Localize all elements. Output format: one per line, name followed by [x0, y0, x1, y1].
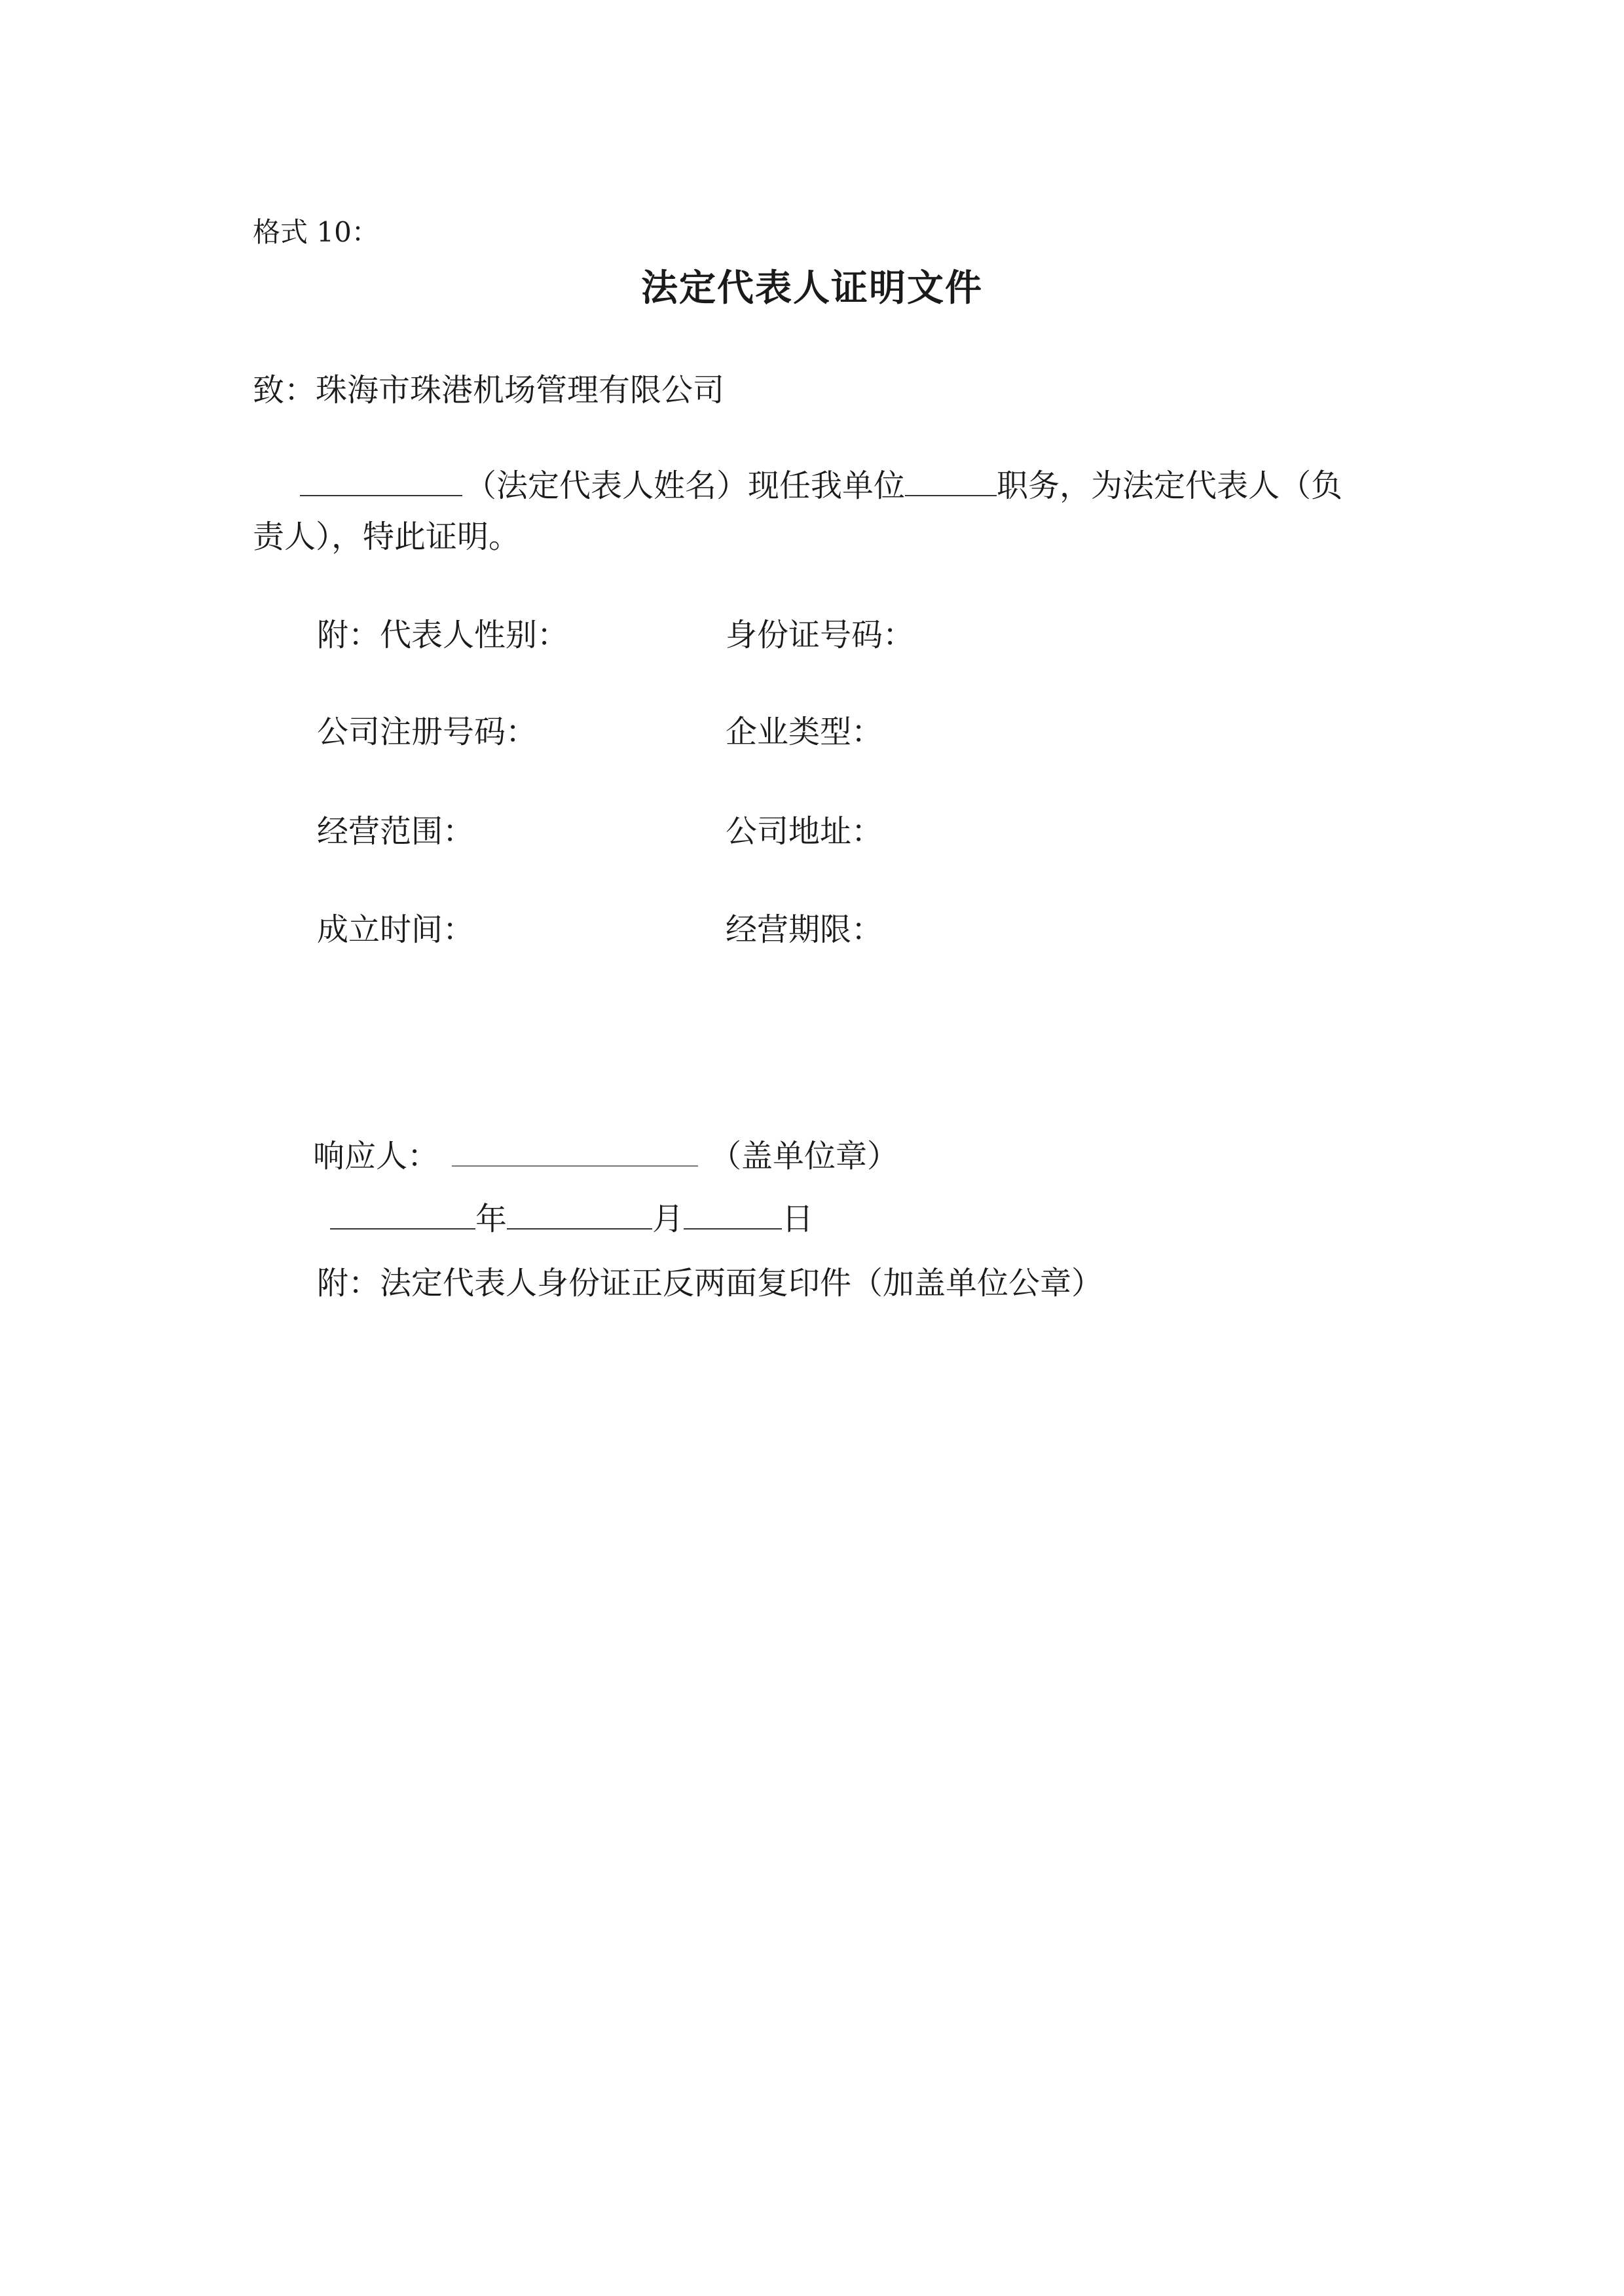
day-blank[interactable] [684, 1202, 782, 1230]
id-number-field-label: 身份证号码： [726, 617, 915, 653]
month-label: 月 [652, 1201, 684, 1237]
business-term-field-label: 经营期限： [726, 911, 883, 948]
year-label: 年 [475, 1201, 507, 1237]
business-scope-field-label: 经营范围： [317, 813, 475, 850]
responder-label: 响应人： [313, 1138, 439, 1175]
declaration-line-1 [300, 466, 1342, 505]
representative-name-blank[interactable] [300, 469, 462, 496]
month-blank[interactable] [507, 1202, 652, 1230]
gender-field-label: 附：代表人性别： [317, 617, 569, 653]
responder-line [313, 1137, 898, 1176]
enterprise-type-field-label: 企业类型： [726, 714, 883, 750]
document-title: 法定代表人证明文件 [641, 267, 983, 310]
day-label: 日 [782, 1201, 814, 1237]
post-suffix-text: 职务，为法定代表人（负 [997, 467, 1343, 504]
established-field-label: 成立时间： [317, 911, 475, 948]
year-blank[interactable] [330, 1202, 475, 1230]
name-hint-text: （法定代表人姓名）现任我单位 [465, 467, 906, 504]
declaration-line-2: 责人），特此证明。 [253, 519, 521, 555]
registration-number-field-label: 公司注册号码： [317, 714, 538, 750]
format-label: 格式 10： [253, 216, 379, 248]
post-blank[interactable] [905, 469, 997, 496]
responder-blank[interactable] [452, 1139, 698, 1167]
addressee: 致：珠海市珠港机场管理有限公司 [253, 372, 725, 409]
seal-note: （盖单位章） [710, 1138, 899, 1175]
company-address-field-label: 公司地址： [726, 813, 883, 850]
attachment-note: 附：法定代表人身份证正反两面复印件（加盖单位公章） [317, 1265, 1103, 1302]
date-line [330, 1199, 813, 1239]
